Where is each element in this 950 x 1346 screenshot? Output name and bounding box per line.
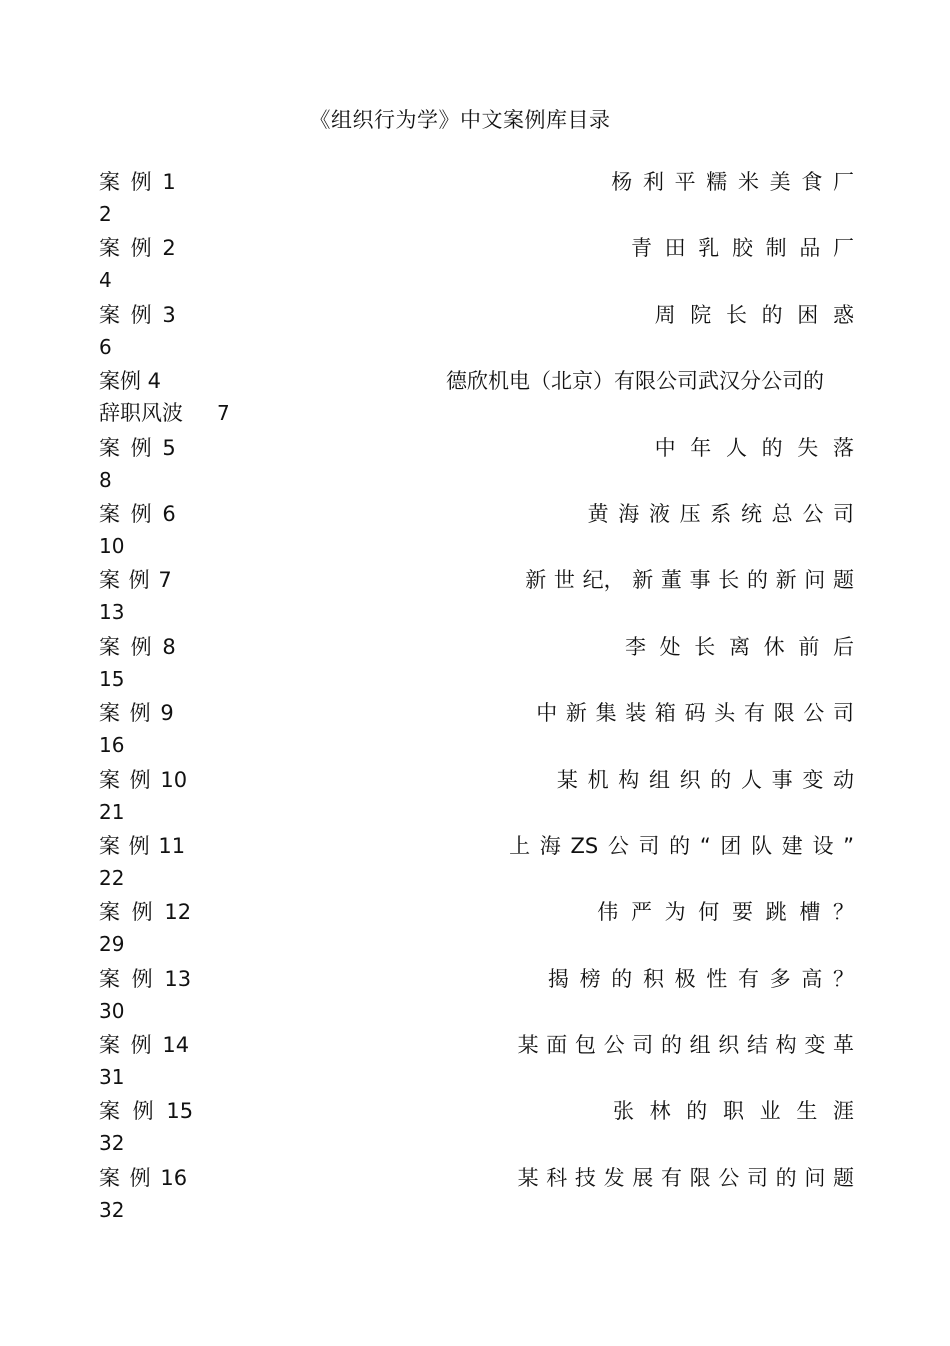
page-number: 30 [99,998,125,1023]
case-label: 案 例 6 [99,501,176,526]
case-title: 上 海 ZS 公 司 的 “ 团 队 建 设 ” [509,833,854,858]
page-number: 13 [99,600,125,625]
case-label: 案 例 9 [99,701,174,726]
page-number: 7 [217,401,230,426]
page-number: 2 [99,202,112,226]
toc-entry-14[interactable] [99,1027,854,1093]
toc-entry-7[interactable] [99,562,854,628]
page-number: 10 [99,533,125,558]
case-title: 揭 榜 的 积 极 性 有 多 高 ？ [547,966,854,991]
case-label: 案 例 15 [99,1099,194,1124]
case-title: 黄 海 液 压 系 统 总 公 司 [587,501,854,526]
toc-entry-9[interactable] [99,695,854,761]
page-number: 15 [99,666,125,691]
case-label: 案 例 10 [99,767,188,792]
toc-entry-3[interactable] [99,297,854,363]
case-label: 案 例 14 [99,1033,190,1058]
case-label: 案 例 5 [99,435,176,460]
page-number: 31 [99,1065,125,1090]
case-label: 案 例 7 [99,568,172,593]
case-label: 案 例 1 [99,170,176,194]
case-label: 案 例 8 [99,634,176,659]
toc-entry-16[interactable] [99,1160,854,1226]
toc-entry-1[interactable] [99,164,854,230]
case-title: 中 年 人 的 失 落 [654,435,854,460]
toc-entry-11[interactable] [99,828,854,894]
case-title: 中 新 集 装 箱 码 头 有 限 公 司 [536,701,854,726]
page-number: 4 [99,268,112,293]
case-label: 案 例 3 [99,302,176,327]
case-label: 案 例 2 [99,236,176,261]
page-number: 16 [99,733,125,758]
toc-entry-8[interactable] [99,629,854,695]
page-title: 《组织行为学》中文案例库目录 [309,108,611,132]
case-label: 案 例 12 [99,900,192,925]
case-label: 案 例 16 [99,1165,188,1190]
case-title: 周 院 长 的 困 惑 [654,302,854,327]
case-label: 案 例 13 [99,966,192,991]
case-title: 新 世 纪， 新 董 事 长 的 新 问 题 [525,568,854,593]
page-number: 32 [99,1131,125,1156]
page-number: 32 [99,1197,125,1222]
case-title: 青 田 乳 胶 制 品 厂 [630,236,854,261]
case-title: 某 面 包 公 司 的 组 织 结 构 变 革 [517,1033,854,1058]
page-number: 22 [99,865,125,890]
toc-entry-10[interactable] [99,762,854,828]
toc-entry-2[interactable] [99,230,854,296]
case-title: 某 机 构 组 织 的 人 事 变 动 [556,767,854,792]
case-title-continuation: 辞职风波 [99,401,183,426]
toc-entry-12[interactable] [99,894,854,960]
toc-entry-4[interactable] [99,363,854,429]
page-number: 21 [99,799,125,824]
case-label: 案 例 11 [99,833,186,858]
toc-entry-13[interactable] [99,961,854,1027]
page-number: 8 [99,467,112,492]
case-title: 伟 严 为 何 要 跳 槽 ？ [597,900,854,925]
table-of-contents [99,164,854,1226]
case-label: 案例 4 [99,369,162,394]
page-number: 29 [99,932,125,957]
toc-entry-15[interactable] [99,1093,854,1159]
case-title: 张 林 的 职 业 生 涯 [612,1099,854,1124]
case-title: 杨 利 平 糯 米 美 食 厂 [611,170,854,194]
case-title: 李 处 长 离 休 前 后 [624,634,854,659]
toc-entry-5[interactable] [99,430,854,496]
page-number: 6 [99,334,112,359]
toc-entry-6[interactable] [99,496,854,562]
case-title: 某 科 技 发 展 有 限 公 司 的 问 题 [517,1165,854,1190]
case-title: 德欣机电（北京）有限公司武汉分公司的 [446,369,824,394]
